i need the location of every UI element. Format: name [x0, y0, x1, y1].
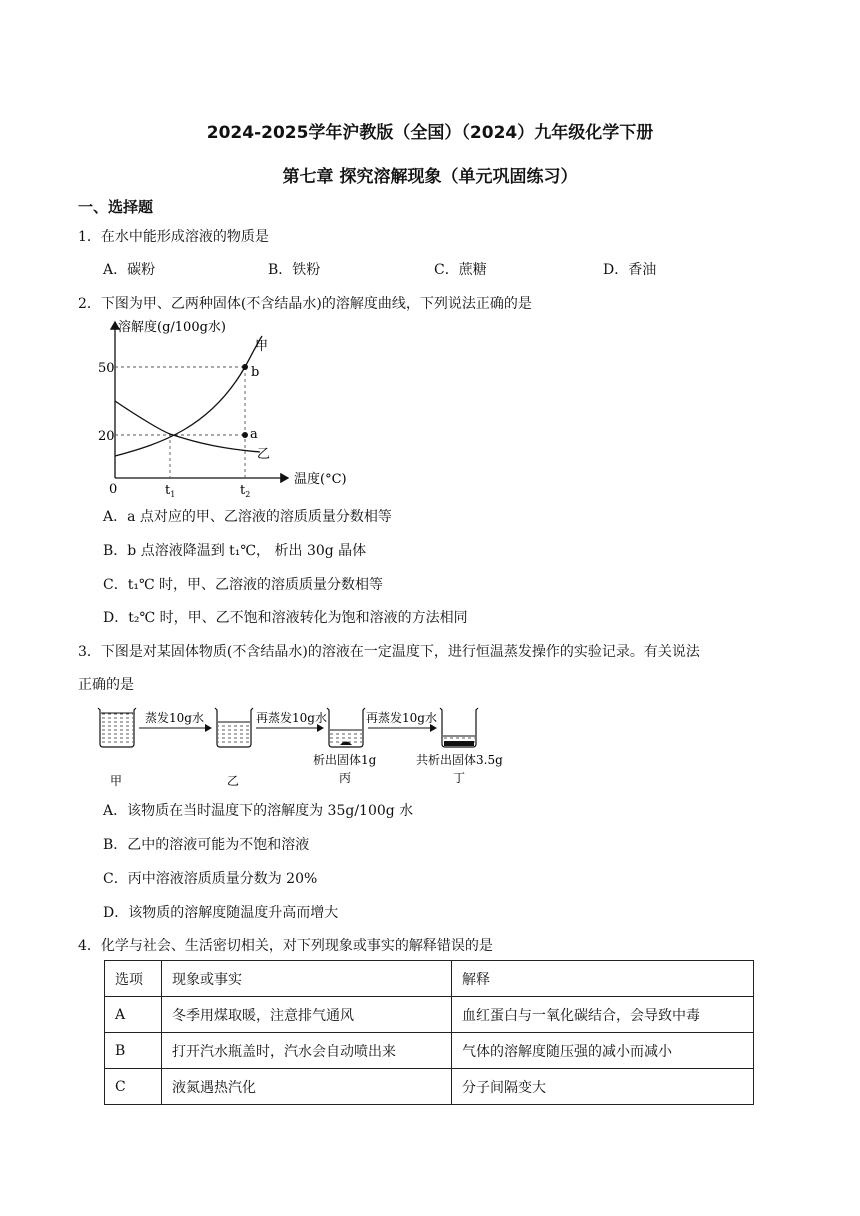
- document-subtitle: 第七章 探究溶解现象（单元巩固练习）: [282, 167, 578, 187]
- table-cell: 冬季用煤取暖，注意排气通风: [162, 997, 452, 1033]
- question-3-stem-line2: 正确的是: [78, 677, 134, 693]
- q1-option-d: D．香油: [603, 262, 657, 278]
- q1-option-c: C．蔗糖: [434, 262, 487, 278]
- q2-option-d: D．t₂℃ 时，甲、乙不饱和溶液转化为饱和溶液的方法相同: [103, 610, 468, 626]
- arrow-3-label: 再蒸发10g水: [366, 711, 437, 725]
- document-title: 2024-2025学年沪教版（全国）（2024）九年级化学下册: [206, 123, 654, 143]
- beaker-jia: [98, 708, 136, 747]
- arrow-1-label: 蒸发10g水: [145, 711, 204, 725]
- solubility-graph: [100, 318, 370, 502]
- table-header-row: [105, 961, 754, 997]
- table-row: [105, 1033, 754, 1069]
- table-header-cell: 选项: [105, 961, 162, 997]
- table-cell: B: [105, 1033, 162, 1069]
- table-cell: 打开汽水瓶盖时，汽水会自动喷出来: [162, 1033, 452, 1069]
- point-a-dot: [242, 432, 248, 438]
- graph-xtick-t1: $t_1$: [165, 483, 176, 499]
- q2-option-b: B．b 点溶液降温到 t₁℃， 析出 30g 晶体: [103, 543, 367, 559]
- q3-option-a: A．该物质在当时温度下的溶解度为 35g/100g 水: [103, 803, 414, 819]
- table-row: [105, 1069, 754, 1105]
- question-3-stem-line1: 3．下图是对某固体物质(不含结晶水)的溶液在一定温度下，进行恒温蒸发操作的实验记录。有关说法: [78, 644, 700, 660]
- graph-ytick-50: 50: [98, 361, 115, 376]
- table-cell: 气体的溶解度随压强的减小而减小: [452, 1033, 754, 1069]
- q3-option-d: D．该物质的溶解度随温度升高而增大: [103, 905, 339, 921]
- q2-option-a: A．a 点对应的甲、乙溶液的溶质质量分数相等: [103, 509, 392, 525]
- graph-xtick-t2: $t_2$: [240, 483, 251, 499]
- label-yi: 乙: [227, 774, 240, 788]
- point-b-dot: [242, 364, 248, 370]
- beaker-yi: [215, 708, 253, 747]
- graph-x-label: 温度(°C): [294, 472, 347, 487]
- q1-option-a: A．碳粉: [103, 262, 156, 278]
- q2-option-c: C．t₁℃ 时，甲、乙溶液的溶质质量分数相等: [103, 577, 384, 593]
- table-cell: C: [105, 1069, 162, 1105]
- q3-option-b: B．乙中的溶液可能为不饱和溶液: [103, 837, 310, 853]
- table-cell: A: [105, 997, 162, 1033]
- section-heading: 一、选择题: [78, 198, 154, 216]
- graph-origin: 0: [109, 482, 118, 497]
- arrow-2-label: 再蒸发10g水: [256, 711, 327, 725]
- question-4-stem: 4．化学与社会、生活密切相关，对下列现象或事实的解释错误的是: [78, 938, 493, 954]
- table-row: [105, 997, 754, 1033]
- question-1-stem: 1．在水中能形成溶液的物质是: [78, 229, 269, 245]
- question-2-stem: 2．下图为甲、乙两种固体(不含结晶水)的溶解度曲线，下列说法正确的是: [78, 296, 532, 312]
- q3-option-c: C．丙中溶液溶质质量分数为 20%: [103, 871, 318, 887]
- graph-ytick-20: 20: [98, 429, 115, 444]
- label-jia: 甲: [110, 774, 123, 788]
- graph-curve-yi-label: 乙: [257, 447, 271, 462]
- graph-point-a-label: a: [250, 427, 258, 442]
- beaker-bing: [327, 708, 365, 747]
- table-cell: 分子间隔变大: [452, 1069, 754, 1105]
- table-cell: 液氮遇热汽化: [162, 1069, 452, 1105]
- curve-yi: [115, 401, 260, 452]
- curve-jia: [115, 336, 262, 456]
- table-header-cell: 现象或事实: [162, 961, 452, 997]
- q1-option-b: B．铁粉: [268, 262, 321, 278]
- evaporation-diagram: [90, 700, 520, 792]
- label-bing: 丙: [339, 771, 352, 785]
- table-header-cell: 解释: [452, 961, 754, 997]
- graph-y-label: 溶解度(g/100g水): [118, 320, 226, 335]
- label-ding: 丁: [453, 771, 466, 785]
- explanation-table: [104, 960, 754, 1105]
- note-bing: 析出固体1g: [313, 753, 377, 767]
- beaker-ding: [440, 708, 478, 747]
- note-ding: 共析出固体3.5g: [416, 753, 503, 767]
- graph-curve-jia-label: 甲: [255, 339, 269, 354]
- table-cell: 血红蛋白与一氧化碳结合，会导致中毒: [452, 997, 754, 1033]
- graph-point-b-label: b: [251, 365, 260, 380]
